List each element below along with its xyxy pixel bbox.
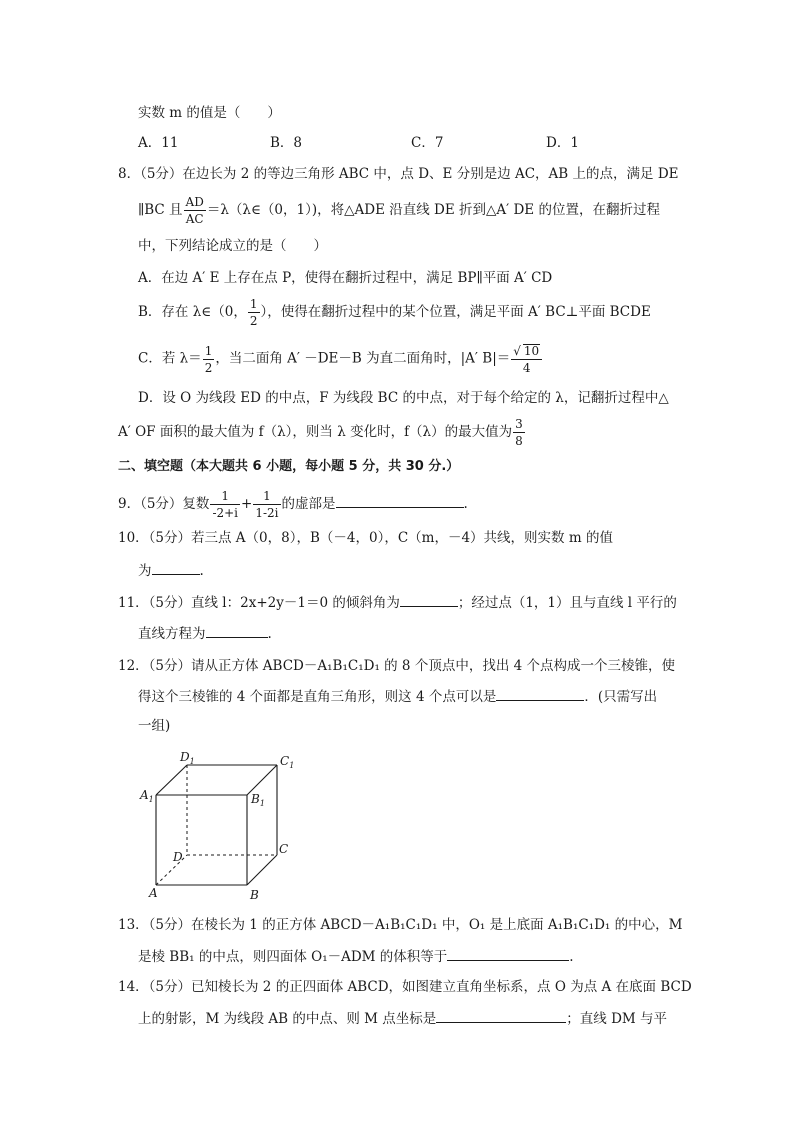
q8-option-d-line1: D．设 O 为线段 ED 的中点，F 为线段 BC 的中点，对于每个给定的 λ，记翻折过程中△ <box>138 390 669 406</box>
q7-stem: 实数 m 的值是（ ） <box>138 105 281 121</box>
label-b1: $B_1$ <box>251 792 265 808</box>
q13-answer-blank[interactable] <box>447 946 569 961</box>
q12-stem-line1: 12．（5分）请从正方体 ABCD－A₁B₁C₁D₁ 的 8 个顶点中，找出 4 个点构成一个三棱锥，使 <box>118 658 675 674</box>
q12-stem-line3: 一组) <box>138 718 171 734</box>
q12-answer-blank[interactable] <box>496 686 584 701</box>
section-title-fill-in: 二、填空题（本大题共 6 小题，每小题 5 分，共 30 分.） <box>118 459 460 474</box>
q13-stem-line1: 13．（5分）在棱长为 1 的正方体 ABCD－A₁B₁C₁D₁ 中，O₁ 是上底面 A₁B₁C₁D₁ 的中心，M <box>118 917 683 933</box>
label-a: A <box>149 886 158 900</box>
q14-stem-line1: 14．（5分）已知棱长为 2 的正四面体 ABCD，如图建立直角坐标系，点 O 为点 A 在底面 BCD <box>118 979 692 995</box>
label-a1: $A_1$ <box>140 788 154 804</box>
cube-figure <box>136 745 306 905</box>
label-d: D <box>173 850 183 864</box>
edge-b1-c1 <box>247 765 277 795</box>
label-d1: $D_1$ <box>180 750 195 766</box>
q11-answer-blank-2[interactable] <box>206 623 268 638</box>
q8-stem-line1: 8．（5分）在边长为 2 的等边三角形 ABC 中，点 D、E 分别是边 AC，AB 上的点，满足 DE <box>118 166 679 182</box>
q8-option-d-line2: A′ OF 面积的最大值为 f（λ），则当 λ 变化时，f（λ）的最大值为 $\frac{3}{8}$ <box>118 417 523 448</box>
q7-option-a: A．11 <box>138 135 179 151</box>
q8-option-b: B．存在 λ∈（0， $\frac{1}{2}$ ），使得在翻折过程中的某个位置，满足平面 A′ BC⊥平面 BCDE <box>138 297 651 328</box>
label-b: B <box>250 888 259 902</box>
q14-answer-blank[interactable] <box>436 1008 566 1023</box>
edge-b-c <box>247 855 277 885</box>
q10-answer-blank[interactable] <box>152 560 200 575</box>
q10-stem-line2: 为 . <box>138 560 204 581</box>
q8-stem-line2: ∥BC 且 $\frac{AD}{AC}$ ＝λ（λ∈（0，1）)，将△ADE 沿直线 DE 折到△A′ DE 的位置，在翻折过程 <box>138 195 660 226</box>
q11-stem-line1: 11．（5分）直线 l：2x+2y－1＝0 的倾斜角为 ；经过点（1，1）且与直线 l 平行的 <box>118 592 677 613</box>
q8-option-a: A．在边 A′ E 上存在点 P，使得在翻折过程中，满足 BP∥平面 A′ CD <box>138 270 553 286</box>
q13-stem-line2: 是棱 BB₁ 的中点，则四面体 O₁－ADM 的体积等于 . <box>138 946 574 967</box>
label-c: C <box>279 842 289 856</box>
q9-answer-blank[interactable] <box>336 493 464 508</box>
q8-option-c: C．若 λ＝ $\frac{1}{2}$ ，当二面角 A′ －DE－B 为直二面角时，|A′ B|＝ $\frac{√ 10}{4}$ <box>138 344 543 374</box>
q7-option-b: B．8 <box>270 135 303 151</box>
q7-option-c: C．7 <box>411 135 444 151</box>
edge-a1-d1 <box>156 765 187 795</box>
q9-stem: 9．（5分）复数 $\frac{1}{-2+i}$ + $\frac{1}{1-2i}$ 的虚部是 . <box>118 489 468 520</box>
q11-answer-blank-1[interactable] <box>400 592 458 607</box>
q10-stem-line1: 10．（5分）若三点 A（0，8），B（－4，0），C（m，－4）共线，则实数 m 的值 <box>118 530 613 546</box>
label-c1: $C_1$ <box>280 754 295 770</box>
q14-stem-line2: 上的射影，M 为线段 AB 的中点、则 M 点坐标是 ；直线 DM 与平 <box>138 1008 667 1029</box>
q8-stem-line3: 中，下列结论成立的是（ ） <box>138 238 327 254</box>
q11-stem-line2: 直线方程为 . <box>138 623 272 644</box>
q8-fraction: $\frac{AD}{AC}$ <box>185 195 204 226</box>
q12-stem-line2: 得这个三棱锥的 4 个面都是直角三角形，则这 4 个点可以是 ．(只需写出 <box>138 686 657 707</box>
q7-option-d: D．1 <box>546 135 579 151</box>
